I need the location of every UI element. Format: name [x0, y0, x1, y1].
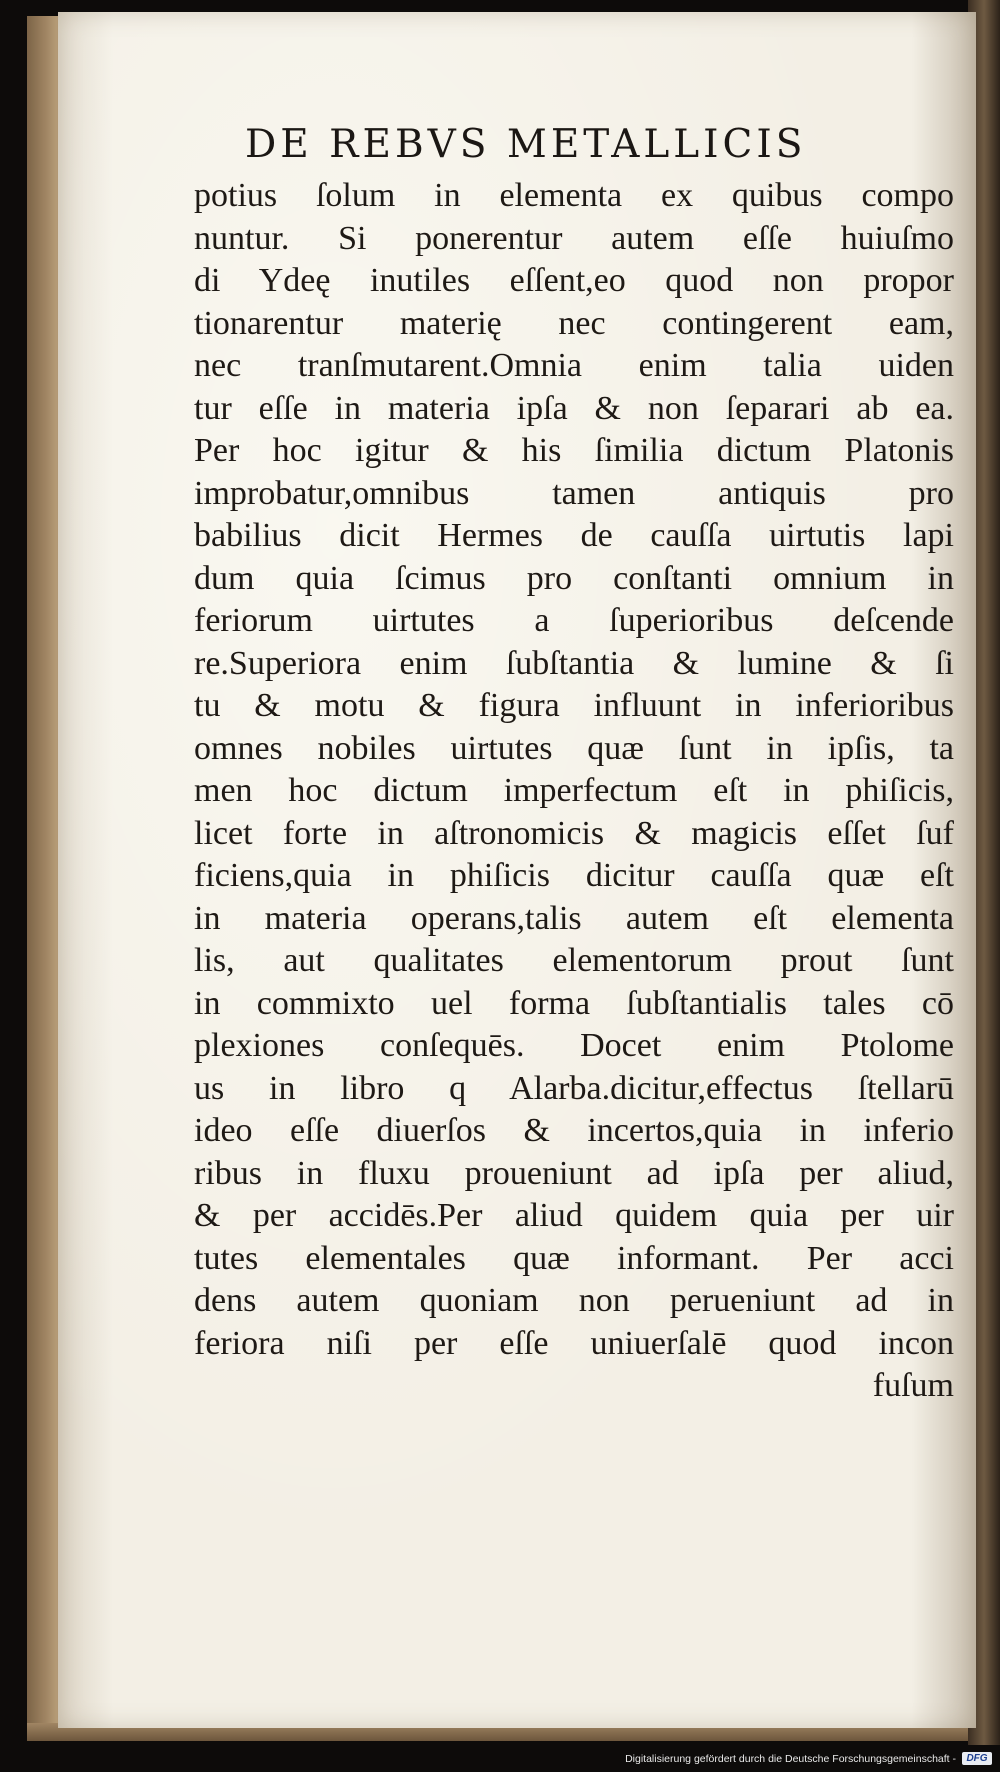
text-line: babilius dicit Hermes de cauſſa uirtutis lapi [194, 517, 954, 554]
text-line: nec tranſmutarent.Omnia enim talia uiden [194, 347, 954, 384]
text-line: tionarentur materię nec contingerent eam, [194, 304, 954, 342]
text-line: omnes nobiles uirtutes quæ ſunt in ipſis, ta [194, 729, 954, 767]
dfg-logo-icon [962, 1752, 992, 1765]
text-line: nuntur. Si ponerentur autem eſſe huiuſmo [194, 219, 954, 257]
text-line: improbatur,omnibus tamen antiquis pro [194, 474, 954, 512]
text-line: potius ſolum in elementa ex quibus compo [194, 177, 954, 214]
text-line: us in libro q Alarba.dicitur,effectus ſtellarū [194, 1069, 954, 1107]
text-line: re.Superiora enim ſubſtantia & lumine & ſi [194, 644, 954, 682]
text-line: tutes elementales quæ informant. Per acci [194, 1239, 954, 1277]
text-line: in materia operans,talis autem eſt elementa [194, 899, 954, 937]
text-line: ribus in fluxu proueniunt ad ipſa per aliud, [194, 1154, 954, 1192]
dfg-logo-text: DFG [966, 1753, 988, 1764]
page-body-text [194, 175, 954, 1408]
text-line: lis, aut qualitates elementorum prout ſunt [194, 942, 954, 979]
text-line: plexiones conſequēs. Docet enim Ptolome [194, 1027, 954, 1064]
text-line: & per accidēs.Per aliud quidem quia per uir [194, 1197, 954, 1234]
digitization-credit: Digitalisierung gefördert durch die Deutsche Forschungsgemeinschaft - [625, 1753, 956, 1765]
text-line: tur eſſe in materia ipſa & non ſeparari ab ea. [194, 389, 954, 427]
text-line: licet forte in aſtronomicis & magicis eſſet ſuf [194, 814, 954, 852]
text-line: in commixto uel forma ſubſtantialis tales cō [194, 984, 954, 1022]
text-line: tu & motu & figura influunt in inferioribus [194, 687, 954, 724]
text-line: feriora niſi per eſſe uniuerſalē quod incon [194, 1324, 954, 1362]
text-line: di Ydeę inutiles eſſent,eo quod non propor [194, 262, 954, 299]
text-line: men hoc dictum imperfectum eſt in phiſicis, [194, 772, 954, 809]
text-line: ficiens,quia in phiſicis dicitur cauſſa quæ eſt [194, 857, 954, 894]
running-head: DE REBVS METALLICIS [245, 122, 807, 167]
text-line: feriorum uirtutes a ſuperioribus deſcende [194, 602, 954, 639]
text-line: dens autem quoniam non perueniunt ad in [194, 1282, 954, 1319]
text-line: Per hoc igitur & his ſimilia dictum Platonis [194, 432, 954, 469]
text-line: dum quia ſcimus pro conſtanti omnium in [194, 559, 954, 597]
text-line: ideo eſſe diuerſos & incertos,quia in inferio [194, 1112, 954, 1149]
catchword: fuſum [872, 1367, 954, 1404]
